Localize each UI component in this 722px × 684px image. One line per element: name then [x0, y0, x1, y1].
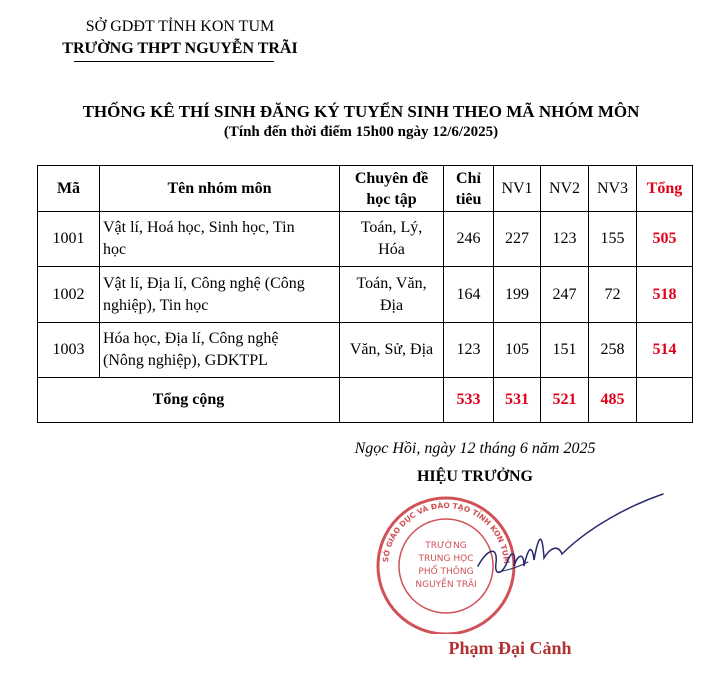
stamp-line: TRUNG HỌC: [418, 554, 474, 564]
cell-quota: 246: [444, 212, 494, 267]
cell-topics: Toán, Văn, Địa: [340, 267, 444, 323]
summary-row: [38, 378, 693, 423]
cell-code: 1003: [38, 323, 100, 378]
cell-group: Vật lí, Hoá học, Sinh học, Tin học: [100, 212, 340, 267]
cell-total: 514: [637, 323, 693, 378]
school-name: TRƯỜNG THPT NGUYỄN TRÃI: [62, 40, 298, 57]
header-nv3: NV3: [589, 166, 637, 212]
cell-group: Hóa học, Địa lí, Công nghệ (Nông nghiệp), GDKTPL: [100, 323, 340, 378]
table-row: [38, 323, 693, 378]
cell-nv1: 199: [494, 267, 541, 323]
cell-topics: Toán, Lý, Hóa: [340, 212, 444, 267]
document-title: THỐNG KÊ THÍ SINH ĐĂNG KÝ TUYỂN SINH THEO MÃ NHÓM MÔN: [82, 102, 640, 121]
stamp-line: NGUYỄN TRÃI: [415, 580, 477, 590]
stamp-line: PHỔ THÔNG: [418, 567, 474, 577]
registration-table: [37, 165, 693, 423]
summary-label: Tổng cộng: [38, 378, 340, 423]
place-date: Ngọc Hồi, ngày 12 tháng 6 năm 2025: [354, 440, 596, 457]
cell-total: 505: [637, 212, 693, 267]
header-quota: Chỉ tiêu: [444, 166, 494, 212]
signer-name: Phạm Đại Cảnh: [448, 638, 572, 658]
summary-nv2: 521: [541, 378, 589, 423]
cell-nv1: 105: [494, 323, 541, 378]
cell-nv3: 155: [589, 212, 637, 267]
cell-total: 518: [637, 267, 693, 323]
cell-nv3: 72: [589, 267, 637, 323]
cell-nv1: 227: [494, 212, 541, 267]
header-nv2: NV2: [541, 166, 589, 212]
department-name: SỞ GDĐT TỈNH KON TUM: [85, 18, 275, 35]
summary-total-empty: [637, 378, 693, 423]
header-nv1: NV1: [494, 166, 541, 212]
cell-nv2: 123: [541, 212, 589, 267]
cell-quota: 123: [444, 323, 494, 378]
header-code: Mã: [38, 166, 100, 212]
stamp-ring-text: SỞ GIÁO DỤC VÀ ĐÀO TẠO TỈNH KON TUM: [381, 500, 512, 565]
document-subtitle: (Tính đến thời điểm 15h00 ngày 12/6/2025): [223, 124, 499, 140]
cell-code: 1001: [38, 212, 100, 267]
cell-topics: Văn, Sử, Địa: [340, 323, 444, 378]
header-topics: Chuyên đề học tập: [340, 166, 444, 212]
cell-quota: 164: [444, 267, 494, 323]
cell-nv2: 151: [541, 323, 589, 378]
summary-nv1: 531: [494, 378, 541, 423]
summary-topics-empty: [340, 378, 444, 423]
handwritten-signature: [458, 488, 678, 598]
table-row: [38, 212, 693, 267]
table-row: [38, 267, 693, 323]
summary-nv3: 485: [589, 378, 637, 423]
principal-title: HIỆU TRƯỞNG: [416, 468, 533, 485]
cell-nv3: 258: [589, 323, 637, 378]
cell-group: Vật lí, Địa lí, Công nghệ (Công nghiệp), Tin học: [100, 267, 340, 323]
table-header-row: [38, 166, 693, 212]
cell-nv2: 247: [541, 267, 589, 323]
header-underline: [74, 61, 274, 62]
header-group: Tên nhóm môn: [100, 166, 340, 212]
header-total: Tổng: [637, 166, 693, 212]
stamp-line: TRƯỜNG: [425, 541, 467, 551]
cell-code: 1002: [38, 267, 100, 323]
summary-quota: 533: [444, 378, 494, 423]
